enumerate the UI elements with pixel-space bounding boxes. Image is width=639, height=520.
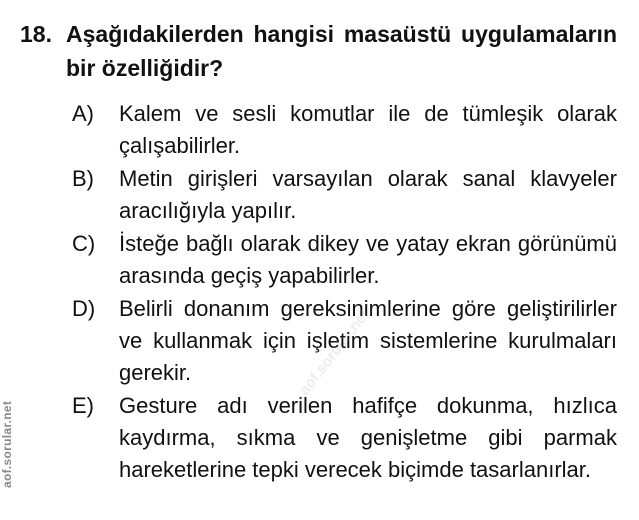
- option-c-letter: C): [72, 231, 96, 256]
- options-list: [72, 98, 617, 487]
- option-b-text: Metin girişleri varsayılan olarak sanal klavyeler aracılığıyla yapılır.: [119, 166, 617, 223]
- question-stem: Aşağıdakilerden hangisi masaüstü uygulamaların bir özelliğidir?: [66, 21, 617, 81]
- option-b-letter: B): [72, 166, 94, 191]
- option-a[interactable]: [72, 98, 617, 162]
- option-d-letter: D): [72, 296, 96, 321]
- option-e-text: Gesture adı verilen hafifçe dokunma, hızlıca kaydırma, sıkma ve genişletme gibi parmak hareketlerine tepki verecek biçimde tasarlanırlar.: [119, 393, 617, 482]
- option-c-text: İsteğe bağlı olarak dikey ve yatay ekran görünümü arasında geçiş yapabilirler.: [119, 231, 617, 288]
- option-e-letter: E): [72, 393, 94, 418]
- option-b[interactable]: [72, 163, 617, 227]
- option-a-text: Kalem ve sesli komutlar ile de tümleşik olarak çalışabilirler.: [119, 101, 617, 158]
- option-c[interactable]: [72, 228, 617, 292]
- question-number: 18.: [20, 21, 52, 47]
- side-watermark: aof.sorular.net: [0, 400, 14, 488]
- option-a-letter: A): [72, 101, 94, 126]
- option-d-text: Belirli donanım gereksinimlerine göre geliştirilirler ve kullanmak için işletim sistemlerine kurulmaları gerekir.: [119, 296, 617, 385]
- center-watermark: aof.sorular.net: [296, 306, 374, 399]
- option-e[interactable]: [72, 390, 617, 486]
